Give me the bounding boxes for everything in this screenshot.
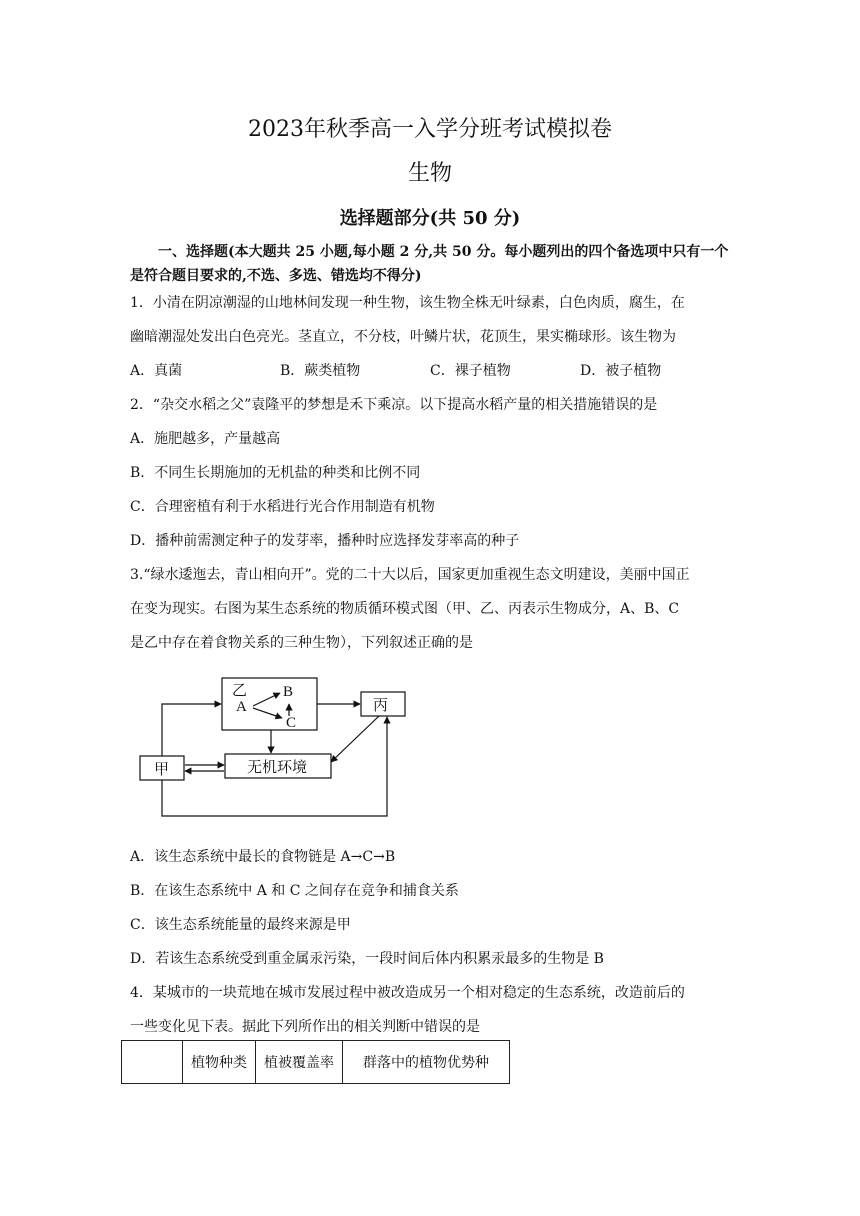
material-cycle-diagram: [135, 670, 425, 830]
label-b: B: [283, 684, 294, 700]
q1-stem-line1: 1．小清在阴凉潮湿的山地林间发现一种生物，该生物全株无叶绿素，白色肉质，腐生，在: [130, 295, 685, 311]
instructions-text: 一、选择题(本大题共 25 小题,每小题 2 分,共 50 分。每小题列出的四个备选项中只有一个是符合题目要求的,不选、多选、错选均不得分): [130, 244, 729, 284]
q3-stem-line2: 在变为现实。右图为某生态系统的物质循环模式图（甲、乙、丙表示生物成分，A、B、C: [130, 601, 680, 617]
exam-title: 2023年秋季高一入学分班考试模拟卷: [248, 117, 612, 142]
q4-table: [121, 1040, 510, 1084]
table-header-cell: [122, 1041, 183, 1084]
arrow-bing-env: [331, 716, 379, 762]
table-header-cell: 植物种类: [183, 1041, 256, 1084]
table-header-row: [122, 1041, 510, 1084]
subject-title: 生物: [407, 161, 452, 186]
q2-option-c: C．合理密植有利于水稻进行光合作用制造有机物: [130, 499, 435, 515]
q1-option-a: A．真菌: [130, 363, 183, 379]
label-jia: 甲: [154, 762, 170, 778]
q2-option-d: D．播种前需测定种子的发芽率，播种时应选择发芽率高的种子: [130, 533, 520, 549]
label-c: C: [286, 715, 297, 731]
q3-option-c: C．该生态系统能量的最终来源是甲: [130, 917, 351, 933]
q4-stem-line1: 4．某城市的一块荒地在城市发展过程中被改造成另一个相对稳定的生态系统，改造前后的: [130, 985, 685, 1001]
label-a: A: [236, 699, 247, 715]
arrow-a-c: [253, 708, 282, 718]
arrow-a-b: [253, 693, 280, 706]
q3-option-a: A．该生态系统中最长的食物链是 A→C→B: [130, 849, 396, 865]
q1-option-c: C．裸子植物: [430, 363, 511, 379]
label-env: 无机环境: [247, 760, 308, 776]
q3-option-d: D．若该生态系统受到重金属汞污染，一段时间后体内积累汞最多的生物是 B: [130, 951, 604, 967]
q1-option-b: B．蕨类植物: [280, 363, 361, 379]
label-bing: 丙: [373, 698, 389, 714]
q1-stem-line2: 幽暗潮湿处发出白色亮光。茎直立，不分枝，叶鳞片状，花顶生，果实椭球形。该生物为: [130, 329, 676, 345]
table-header-cell: 群落中的植物优势种: [343, 1041, 510, 1084]
q1-option-d: D．被子植物: [580, 363, 662, 379]
table-header-cell: 植被覆盖率: [256, 1041, 343, 1084]
section-instructions: [130, 240, 734, 288]
q2-option-a: A．施肥越多，产量越高: [130, 431, 281, 447]
label-yi: 乙: [232, 683, 248, 699]
section-heading: 选择题部分(共 50 分): [339, 208, 521, 229]
q2-stem: 2．“杂交水稻之父”袁隆平的梦想是禾下乘凉。以下提高水稻产量的相关措施错误的是: [130, 397, 658, 413]
q2-option-b: B．不同生长期施加的无机盐的种类和比例不同: [130, 465, 421, 481]
q4-stem-line2: 一些变化见下表。据此下列所作出的相关判断中错误的是: [130, 1019, 480, 1035]
q3-option-b: B．在该生态系统中 A 和 C 之间存在竞争和捕食关系: [130, 883, 459, 899]
arrow-jia-yi: [162, 704, 221, 756]
q3-stem-line3: 是乙中存在着食物关系的三种生物），下列叙述正确的是: [130, 635, 473, 651]
q3-stem-line1: 3.“绿水逶迤去，青山相向开”。党的二十大以后，国家更加重视生态文明建设，美丽中国正: [130, 567, 690, 583]
